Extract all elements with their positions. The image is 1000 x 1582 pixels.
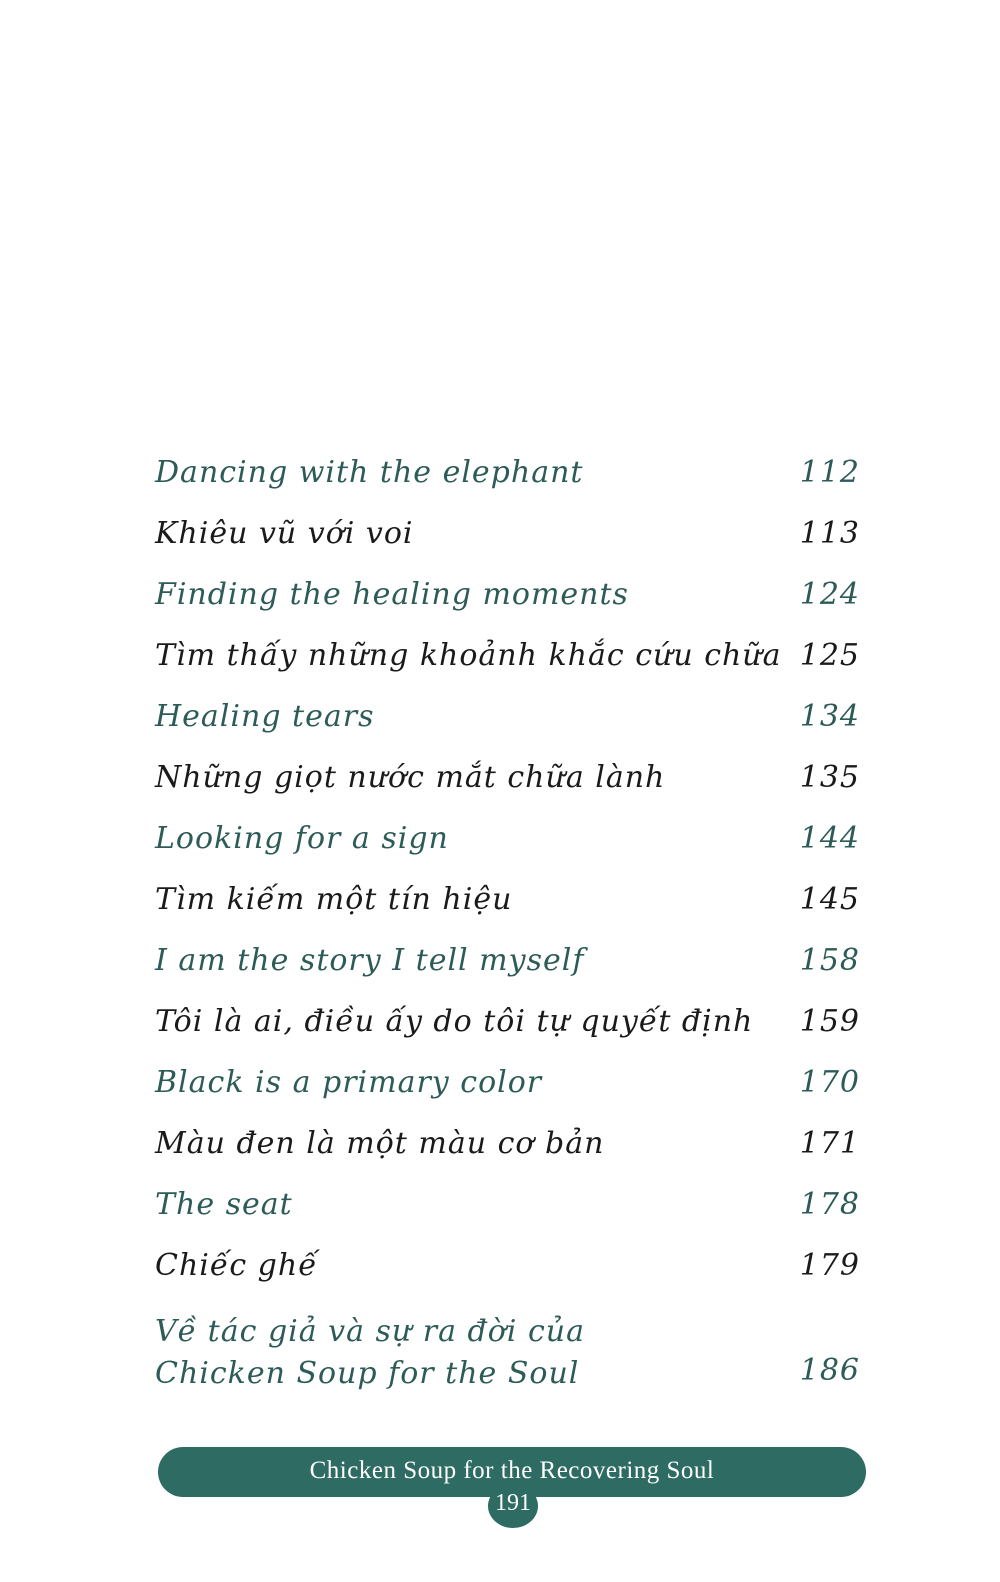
toc-entry-title-line2: Chicken Soup for the Soul [155, 1356, 580, 1391]
toc-entry-title: I am the story I tell myself [155, 943, 585, 978]
toc-entry [155, 874, 860, 935]
toc-entry-page: 124 [799, 577, 860, 612]
toc-entry-title: Looking for a sign [155, 821, 449, 856]
toc-entry-page: 179 [799, 1248, 860, 1283]
toc-entry-title: Những giọt nước mắt chữa lành [155, 760, 666, 795]
toc-entry-title: Dancing with the elephant [155, 455, 584, 490]
toc-entry-page: 171 [799, 1126, 860, 1161]
toc-entry [155, 1118, 860, 1179]
toc-entry [155, 752, 860, 813]
toc-entry [155, 569, 860, 630]
toc-entry-page: 178 [799, 1187, 860, 1222]
toc-entry-page: 159 [799, 1004, 860, 1039]
toc-entry-page: 112 [799, 455, 860, 490]
page-number-badge [488, 1484, 538, 1528]
toc-entry [155, 1057, 860, 1118]
toc-entry [155, 935, 860, 996]
toc-entry-page: 134 [799, 699, 860, 734]
toc-entry-page: 186 [799, 1353, 860, 1388]
toc-entry-title: Màu đen là một màu cơ bản [155, 1126, 605, 1161]
toc-entry [155, 996, 860, 1057]
page-number: 191 [495, 1489, 531, 1516]
toc-entry [155, 1179, 860, 1240]
toc-entry-about-authors [155, 1301, 860, 1401]
toc-entry-page: 144 [799, 821, 860, 856]
toc-entry-title-line1: Về tác giả và sự ra đời của [155, 1314, 585, 1349]
toc-entry-page: 125 [799, 638, 860, 673]
toc-entry-page: 135 [799, 760, 860, 795]
toc-entry-page: 145 [799, 882, 860, 917]
toc-entry-title: Tôi là ai, điều ấy do tôi tự quyết định [155, 1004, 754, 1039]
toc-entry-page: 158 [799, 943, 860, 978]
toc-entry [155, 447, 860, 508]
toc-entry-title: Healing tears [155, 699, 375, 734]
toc-entry-title: Finding the healing moments [155, 577, 629, 612]
toc-entry [155, 508, 860, 569]
toc-entry-page: 170 [799, 1065, 860, 1100]
toc-entry [155, 630, 860, 691]
toc-entry-title: Khiêu vũ với voi [155, 516, 414, 551]
toc-entry-title: Tìm thấy những khoảnh khắc cứu chữa [155, 638, 782, 673]
toc-entry [155, 1240, 860, 1301]
toc-entry [155, 691, 860, 752]
running-footer-title: Chicken Soup for the Recovering Soul [309, 1457, 715, 1484]
toc-entry-title [155, 1311, 585, 1395]
table-of-contents [155, 447, 860, 1401]
toc-entry-page: 113 [799, 516, 860, 551]
toc-entry-title: The seat [155, 1187, 293, 1222]
toc-entry-title: Black is a primary color [155, 1065, 543, 1100]
toc-entry-title: Chiếc ghế [155, 1248, 318, 1283]
toc-entry-title: Tìm kiếm một tín hiệu [155, 882, 513, 917]
toc-entry [155, 813, 860, 874]
